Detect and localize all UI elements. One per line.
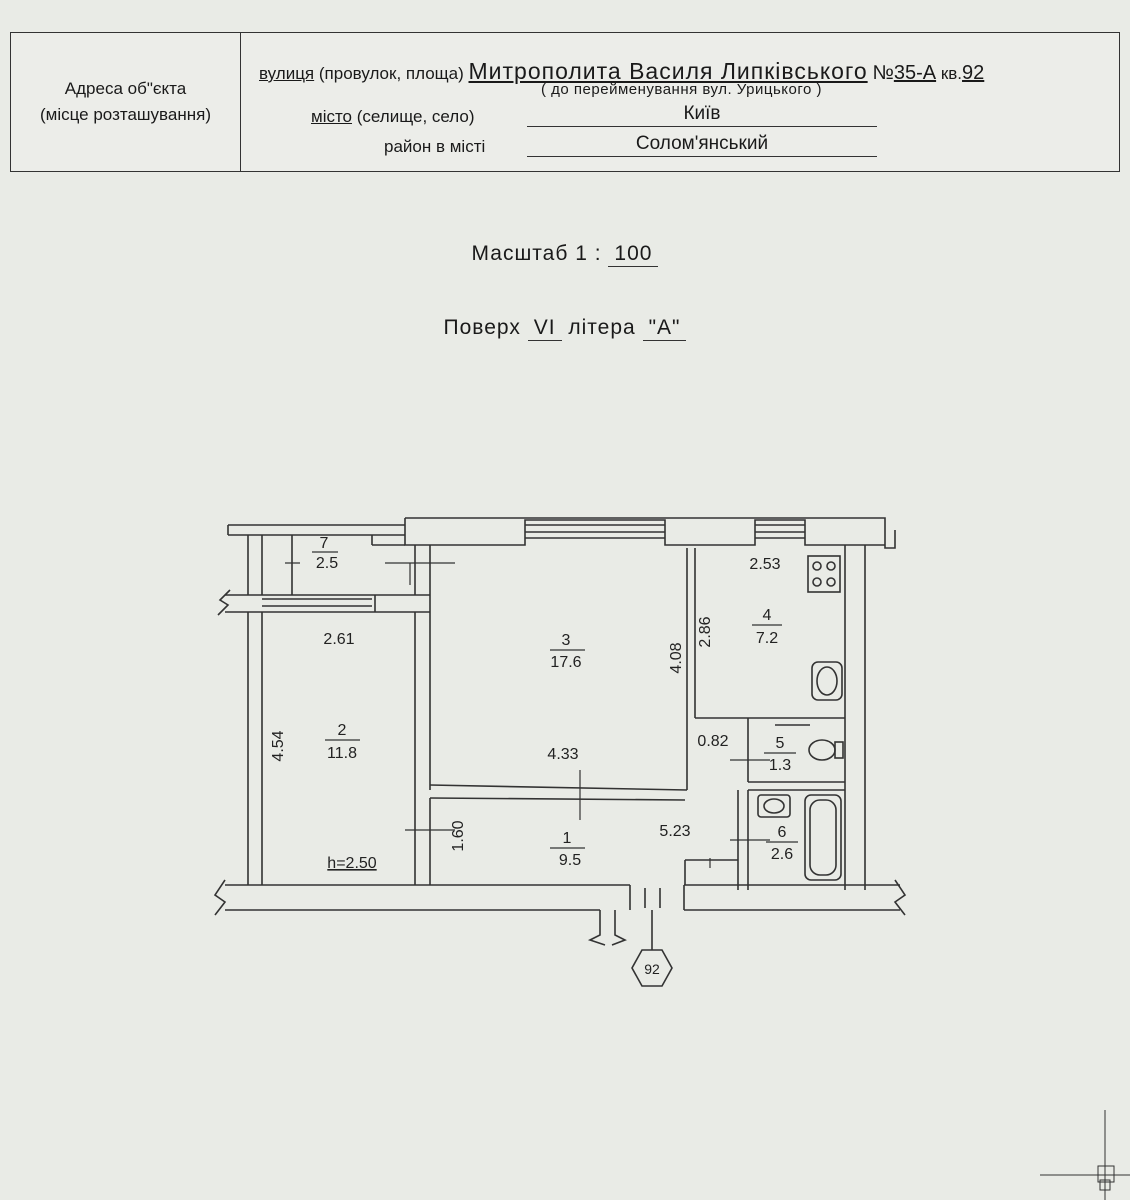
room-5-number: 5 <box>775 735 785 752</box>
apartment-marker <box>632 910 672 986</box>
apartment-marker-number: 92 <box>644 961 660 977</box>
room-3-area: 17.6 <box>550 654 582 671</box>
room-2-number: 2 <box>337 722 347 739</box>
street-label-rest: (провулок, площа) <box>314 64 464 83</box>
room-1-label <box>550 830 585 869</box>
street-name: Митрополита Василя Липківського <box>468 58 868 84</box>
outer-walls <box>215 518 905 945</box>
room-7-number: 7 <box>319 535 329 552</box>
fixtures <box>755 556 843 880</box>
stove-icon <box>808 556 840 592</box>
floor-label: Поверх <box>443 316 521 339</box>
dim-kitchen-depth: 2.86 <box>697 616 714 648</box>
dimension-labels <box>270 556 781 977</box>
cursor-crosshair-icon <box>1040 1110 1130 1200</box>
dim-room3-width: 4.33 <box>547 746 579 763</box>
scale-value: 100 <box>608 242 658 267</box>
room-4-area: 7.2 <box>755 630 779 647</box>
room-5-label <box>764 735 796 774</box>
dimension-ticks <box>285 563 770 868</box>
room-2-label <box>325 722 360 762</box>
district-label: район в місті <box>384 137 486 156</box>
object-address-label <box>11 33 241 171</box>
dim-kitchen-width: 2.53 <box>749 556 781 573</box>
room-7-area: 2.5 <box>315 555 339 572</box>
district-value: Солом'янський <box>527 133 877 157</box>
city-row <box>311 107 475 127</box>
room-5-area: 1.3 <box>768 757 792 774</box>
object-address-label-line2: (місце розташування) <box>40 105 211 124</box>
address-header <box>10 32 1120 172</box>
dim-room3-depth: 4.08 <box>668 642 685 674</box>
toilet-icon <box>809 740 843 760</box>
room-3-label <box>550 632 585 671</box>
number-label: № <box>872 62 894 84</box>
city-label-rest: (селище, село) <box>352 107 475 126</box>
dim-room2-depth: 4.54 <box>270 730 287 762</box>
rename-note: ( до перейменування вул. Урицького ) <box>541 81 822 98</box>
letter-label: літера <box>568 316 636 339</box>
apartment-label: кв. <box>940 64 963 83</box>
dim-wc-width: 0.82 <box>697 733 729 750</box>
object-address-label-line1: Адреса об"єкта <box>64 79 187 98</box>
letter-value: "А" <box>643 316 687 341</box>
interior-walls <box>292 535 845 890</box>
street-label-prefix: вулиця <box>259 64 315 83</box>
scale-label: Масштаб 1 : <box>471 242 602 265</box>
dim-room2-width: 2.61 <box>323 631 355 648</box>
scale-line <box>0 242 1130 267</box>
floor-value: VI <box>528 316 562 341</box>
city-label-prefix: місто <box>311 107 353 126</box>
room-1-number: 1 <box>562 830 572 847</box>
apartment-number: 92 <box>962 62 985 84</box>
windows <box>262 525 805 606</box>
sink-icon <box>812 662 842 700</box>
room-6-area: 2.6 <box>770 846 794 863</box>
room-6-number: 6 <box>777 824 787 841</box>
room-2-area: 11.8 <box>327 745 357 762</box>
building-number: 35-А <box>893 62 937 84</box>
room-4-label <box>752 607 782 647</box>
washbasin-icon <box>758 795 790 817</box>
room-6-label <box>766 824 798 863</box>
room-7-label <box>312 535 338 572</box>
bathtub-icon <box>805 795 841 880</box>
room-labels <box>312 535 798 869</box>
room-4-number: 4 <box>762 607 772 624</box>
dim-hall-depth: 1.60 <box>450 820 467 852</box>
dim-hall-width: 5.23 <box>659 823 691 840</box>
room-3-number: 3 <box>561 632 571 649</box>
ceiling-height: h=2.50 <box>327 855 377 872</box>
room-1-area: 9.5 <box>558 852 582 869</box>
floor-line <box>0 316 1130 341</box>
city-value: Київ <box>527 103 877 127</box>
